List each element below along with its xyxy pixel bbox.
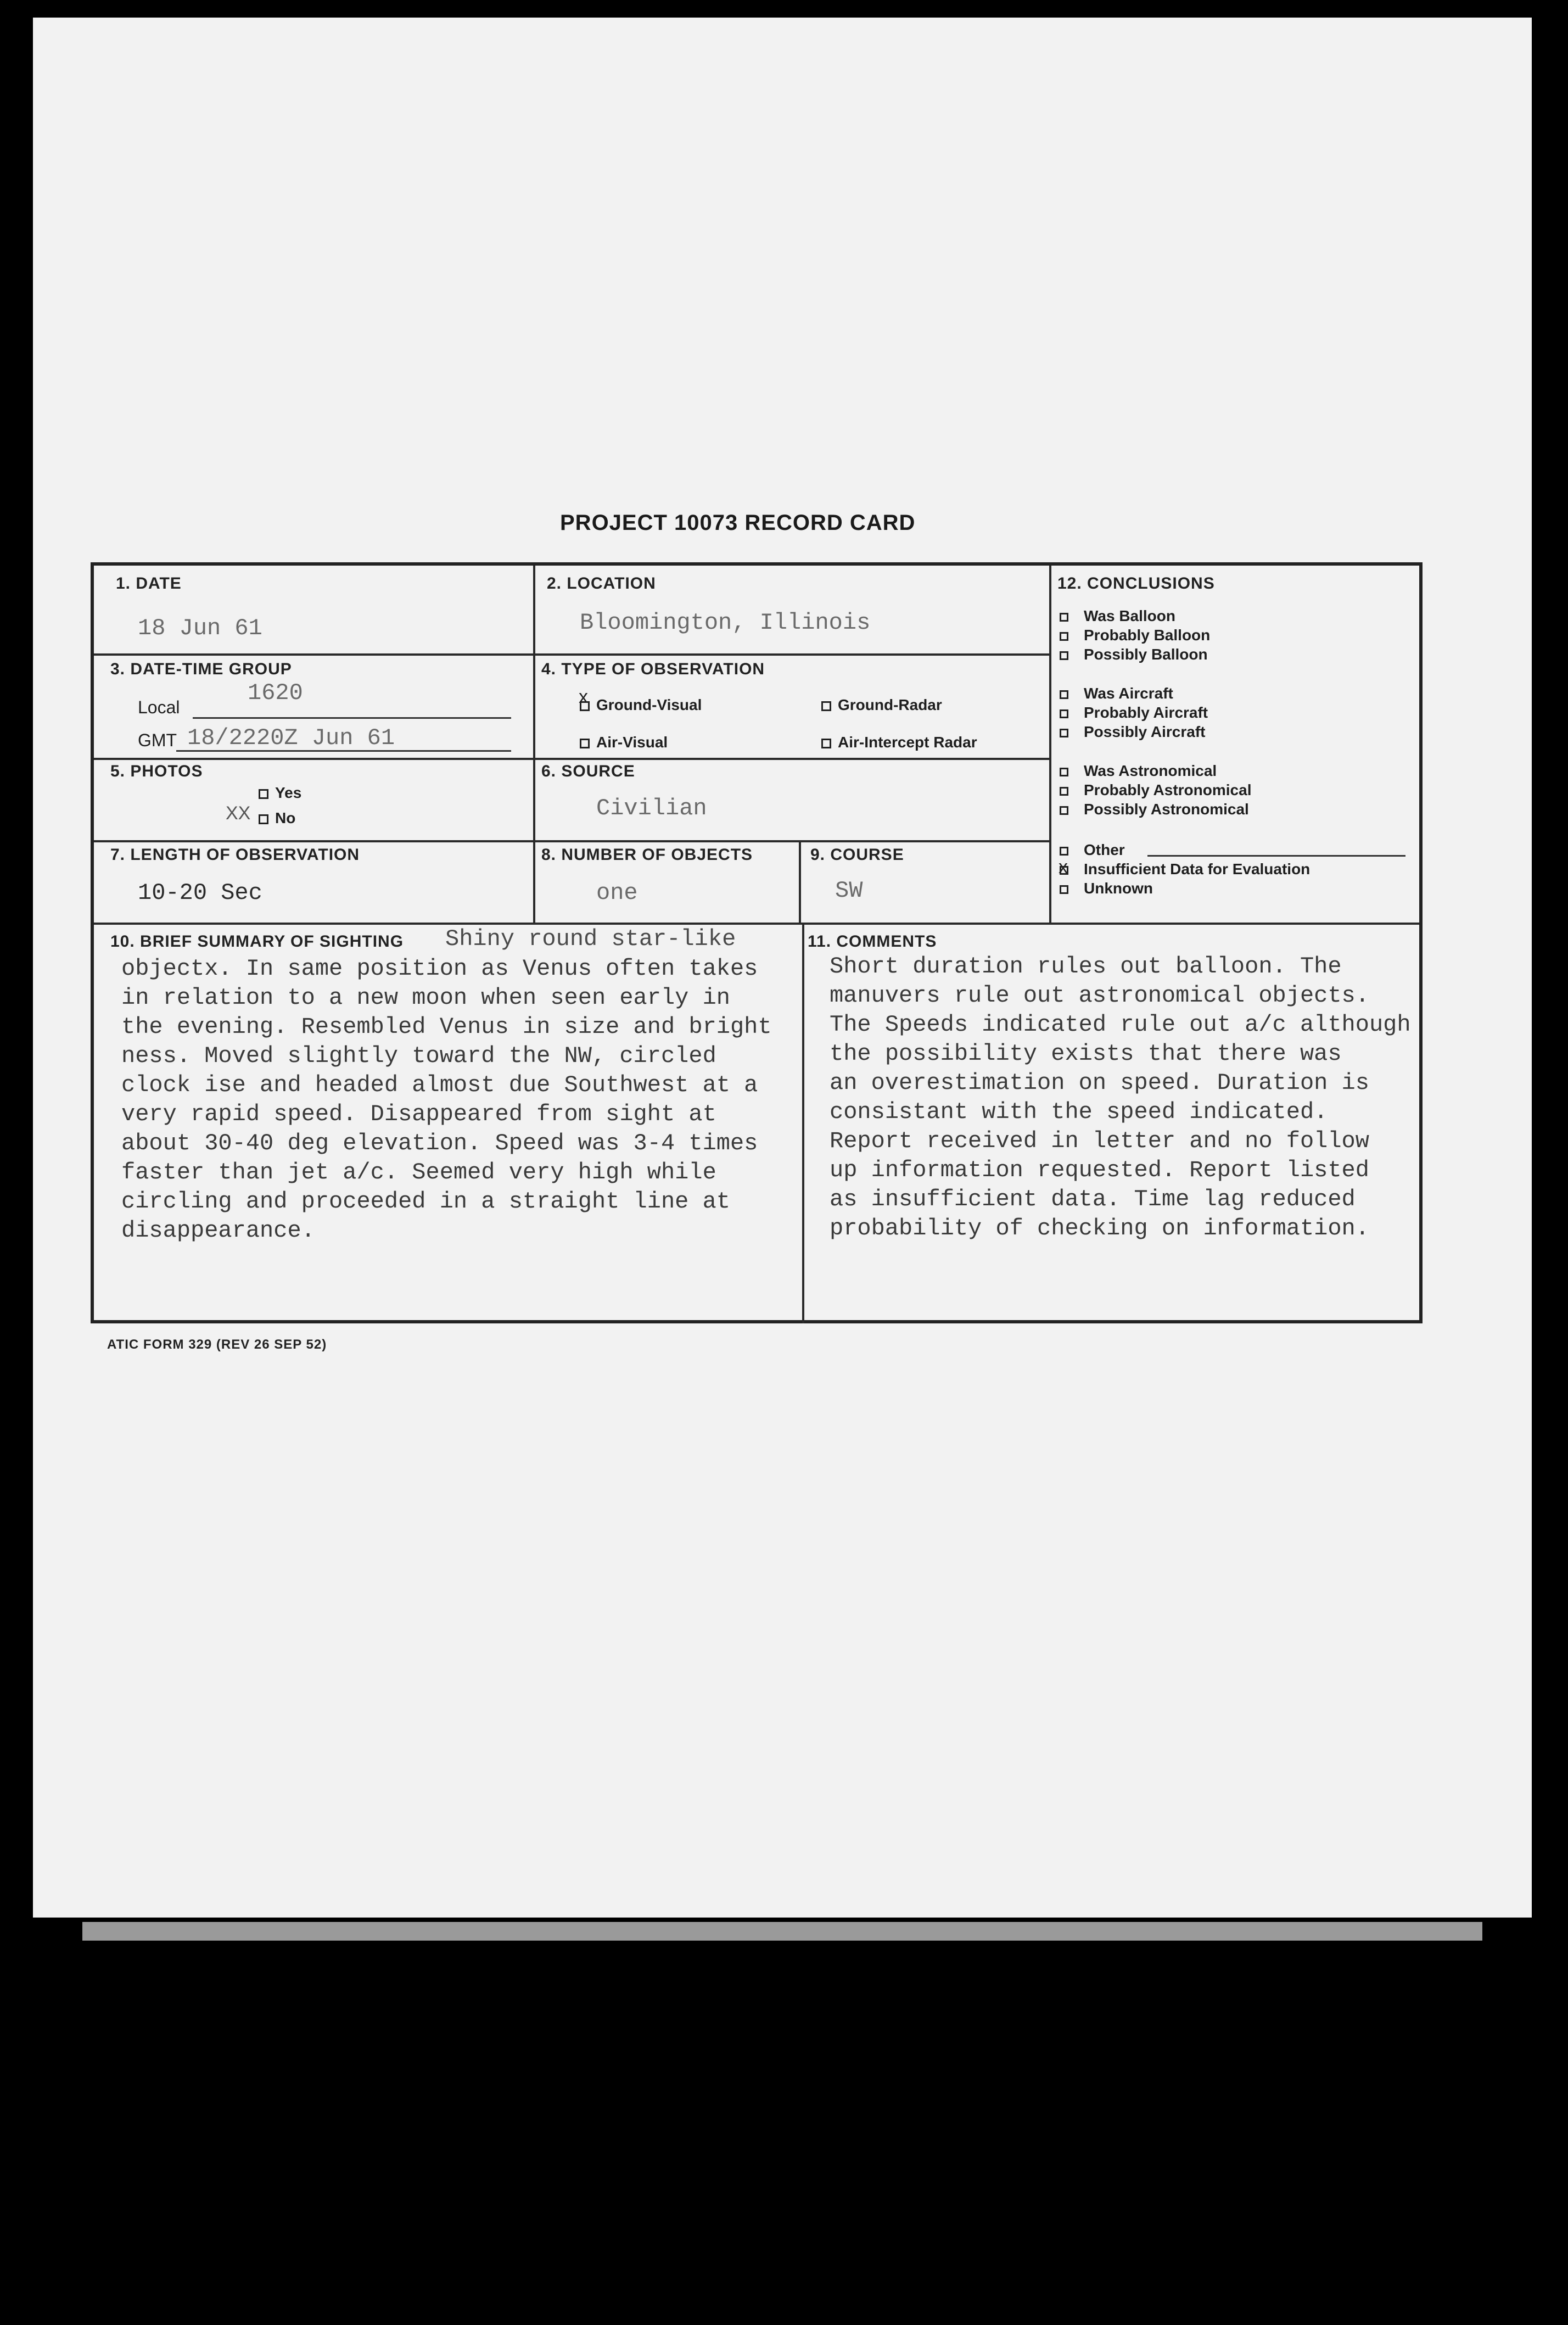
summary-line: circling and proceeded in a straight line at [121,1188,730,1215]
location-value: Bloomington, Illinois [580,610,871,636]
checkbox-icon [1060,787,1068,796]
divider-col-course [799,840,801,923]
number-objects-label: 8. NUMBER OF OBJECTS [541,846,753,864]
number-objects-value: one [596,880,638,906]
location-label: 2. LOCATION [547,574,656,593]
source-value: Civilian [596,795,707,821]
course-value: SW [835,878,863,904]
dtg-local-value: 1620 [248,680,303,706]
divider-row3-left [94,840,1049,842]
dtg-local-underline [193,717,511,719]
conclusions-label: 12. CONCLUSIONS [1057,574,1215,593]
type-air-intercept-radar: Air-Intercept Radar [821,734,977,751]
summary-line: disappearance. [121,1217,315,1244]
checkbox-photos-yes [259,789,268,799]
conclusion-option: Other [1060,840,1125,859]
type-observation-label: 4. TYPE OF OBSERVATION [541,660,765,678]
comments-line: Short duration rules out balloon. The [830,953,1342,980]
dtg-gmt-value: 18/2220Z Jun 61 [187,725,395,751]
summary-line: the evening. Resembled Venus in size and bright [121,1014,772,1040]
checkbox-air-intercept-radar [821,739,831,748]
checkbox-icon [1060,847,1068,856]
conclusion-option: Was Balloon [1060,606,1175,625]
dtg-local-label: Local [138,697,180,717]
comments-line: the possibility exists that there was [830,1041,1342,1067]
summary-line: about 30-40 deg elevation. Speed was 3-4 times [121,1130,758,1156]
length-label: 7. LENGTH OF OBSERVATION [110,846,360,864]
summary-text [121,954,772,1245]
checkbox-icon [1060,690,1068,699]
checkbox-icon [1060,651,1068,660]
card-title: PROJECT 10073 RECORD CARD [560,511,916,535]
comments-text [830,952,1411,1243]
source-label: 6. SOURCE [541,762,635,780]
photos-label: 5. PHOTOS [110,762,203,780]
conclusion-option: Was Aircraft [1060,684,1173,703]
conclusion-option: Was Astronomical [1060,761,1217,780]
length-value: 10-20 Sec [138,880,262,906]
conclusion-option: Possibly Balloon [1060,645,1208,664]
summary-line: clock ise and headed almost due Southwest at a [121,1072,758,1098]
summary-line: ness. Moved slightly toward the NW, circled [121,1043,716,1069]
summary-first-line: Shiny round star-like [445,926,736,952]
conclusion-option: Possibly Aircraft [1060,722,1205,741]
checkbox-photos-no [259,814,268,824]
type-ground-visual: Ground-Visual [580,696,702,714]
type-air-visual: Air-Visual [580,734,668,751]
conclusion-option: Probably Aircraft [1060,703,1208,722]
summary-line: faster than jet a/c. Seemed very high while [121,1159,716,1186]
conclusion-option: Probably Astronomical [1060,780,1251,800]
photos-yes: Yes [259,784,301,802]
checkbox-icon [1060,806,1068,815]
divider-col1 [533,566,535,923]
comments-line: Report received in letter and no follow [830,1128,1369,1154]
conclusion-option: Possibly Astronomical [1060,800,1249,819]
comments-line: probability of checking on information. [830,1215,1369,1242]
comments-label: 11. COMMENTS [808,932,937,951]
record-card [91,562,1423,1323]
checkbox-icon [1060,709,1068,718]
checkbox-air-visual [580,739,590,748]
date-value: 18 Jun 61 [138,615,262,641]
divider-row1-left [94,653,1049,656]
dtg-label: 3. DATE-TIME GROUP [110,660,292,678]
comments-line: consistant with the speed indicated. [830,1099,1328,1125]
checkbox-icon [1060,729,1068,737]
dtg-gmt-label: GMT [138,730,177,750]
checkbox-icon [1060,885,1068,894]
comments-line: The Speeds indicated rule out a/c although [830,1011,1411,1038]
paper-edge [82,1922,1482,1941]
summary-line: in relation to a new moon when seen early in [121,985,730,1011]
divider-row4 [94,923,1419,925]
divider-col2 [1049,566,1051,923]
conclusion-option: Probably Balloon [1060,625,1210,645]
conclusion-option: Insufficient Data for Evaluation [1060,859,1310,879]
comments-line: as insufficient data. Time lag reduced [830,1186,1356,1212]
photos-no: No [259,809,295,827]
comments-line: an overestimation on speed. Duration is [830,1070,1369,1096]
comments-line: up information requested. Report listed [830,1157,1369,1183]
summary-line: objectx. In same position as Venus often takes [121,955,758,982]
course-label: 9. COURSE [810,846,904,864]
summary-line: very rapid speed. Disappeared from sight at [121,1101,716,1127]
conclusion-option: Unknown [1060,879,1153,898]
divider-row2-left [94,758,1049,760]
check-photos-no-mark: XX [226,803,251,824]
checkbox-icon [1060,768,1068,776]
date-label: 1. DATE [116,574,182,593]
check-ground-visual-mark: x [579,686,588,707]
form-id: ATIC FORM 329 (REV 26 SEP 52) [107,1337,327,1352]
checkbox-icon [1060,632,1068,641]
checkbox-ground-radar [821,701,831,711]
check-insufficient-mark: x [1059,857,1068,878]
type-ground-radar: Ground-Radar [821,696,942,714]
comments-line: manuvers rule out astronomical objects. [830,982,1369,1009]
divider-bottom [802,923,804,1323]
summary-label: 10. BRIEF SUMMARY OF SIGHTING [110,932,404,951]
checkbox-icon [1060,613,1068,622]
other-underline [1147,855,1405,857]
